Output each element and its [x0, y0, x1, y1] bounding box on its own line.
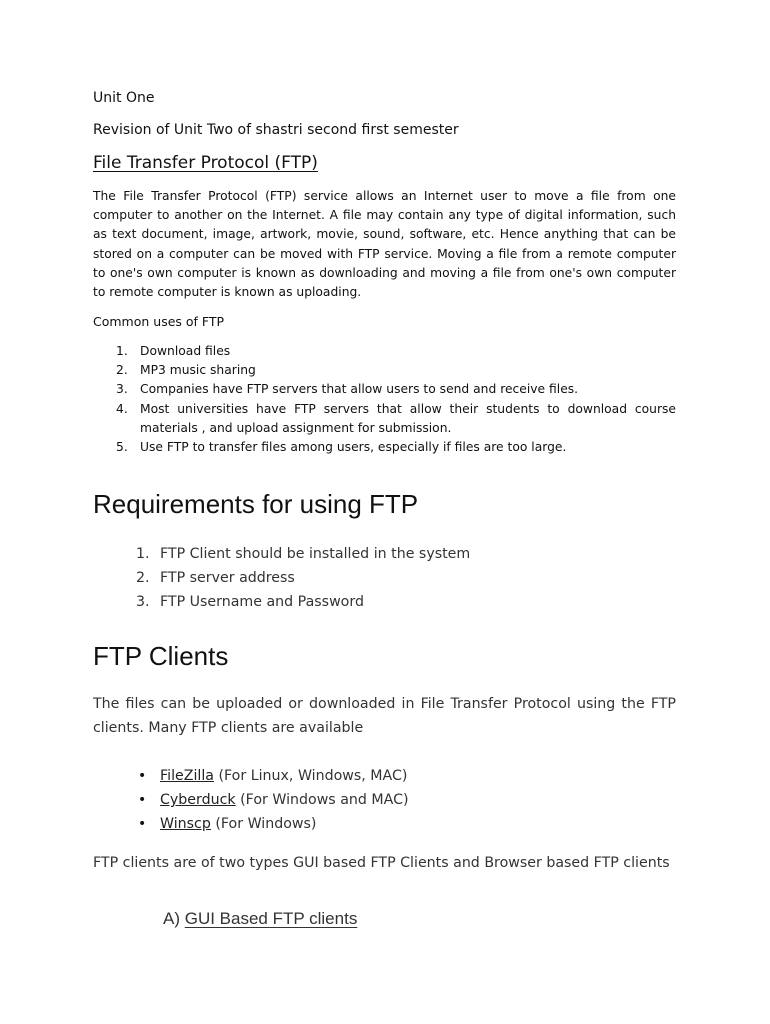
subheading-prefix: A) [163, 909, 185, 928]
list-item [93, 590, 470, 614]
requirements-heading: Requirements for using FTP [93, 489, 419, 519]
ftp-clients-intro: The files can be uploaded or downloaded in File Transfer Protocol using the FTP clients. Many FTP clients are available [93, 696, 676, 736]
list-item-text: FTP server address [160, 570, 295, 586]
list-item [93, 361, 676, 380]
list-number: 3. [116, 382, 128, 397]
requirements-list [93, 542, 470, 614]
subheading-text: GUI Based FTP clients [184, 909, 358, 928]
list-number: 4. [116, 401, 128, 416]
revision-line: Revision of Unit Two of shastri second first semester [93, 122, 459, 138]
list-number: 5. [116, 440, 128, 455]
list-item-text: Most universities have FTP servers that allow their students to download course materials , and upload assignment for submission. [140, 401, 676, 435]
bullet-icon: • [138, 816, 147, 832]
list-number: 1. [116, 344, 128, 358]
bullet-icon: • [138, 792, 147, 808]
client-detail: (For Windows and MAC) [235, 792, 409, 808]
bullet-icon: • [138, 768, 147, 784]
common-uses-list [93, 342, 676, 457]
list-item [93, 812, 409, 836]
list-item [93, 342, 676, 361]
ftp-clients-heading: FTP Clients [93, 641, 229, 671]
winscp-link[interactable]: Winscp [160, 816, 211, 832]
list-item [93, 764, 409, 788]
list-number: 3. [136, 594, 150, 610]
list-number: 2. [136, 570, 150, 586]
cyberduck-link[interactable]: Cyberduck [160, 792, 236, 808]
common-uses-label: Common uses of FTP [93, 314, 225, 329]
list-item [93, 380, 676, 399]
ftp-description-paragraph: The File Transfer Protocol (FTP) service allows an Internet user to move a file from one computer to another on the Internet. A file may contain any type of digital information, such as text document, image, artwork, movie, sound, software, etc. Hence anything that can be stored on a computer can be moved with FTP service. Moving a file from a remote computer to one's own computer is known as downloading and moving a file from one's own computer to remote computer is known as uploading. [93, 189, 676, 300]
list-item-text: Use FTP to transfer files among users, especially if files are too large. [140, 440, 567, 455]
list-item-text: FTP Username and Password [160, 594, 364, 610]
list-item [93, 788, 409, 812]
list-number: 2. [116, 363, 128, 378]
list-item-text: Download files [140, 344, 231, 358]
ftp-section-heading: File Transfer Protocol (FTP) [93, 153, 318, 173]
list-item-text: MP3 music sharing [140, 363, 256, 378]
list-item-text: Companies have FTP servers that allow users to send and receive files. [140, 382, 579, 397]
list-number: 1. [136, 546, 150, 562]
list-item-text: FTP Client should be installed in the system [160, 546, 471, 562]
list-item [93, 438, 676, 457]
list-item [93, 542, 470, 566]
unit-title: Unit One [93, 90, 155, 106]
ftp-clients-list [93, 764, 409, 836]
client-detail: (For Windows) [210, 816, 317, 832]
list-item [93, 566, 470, 590]
gui-clients-subheading [163, 909, 357, 929]
list-item [93, 400, 676, 438]
filezilla-link[interactable]: FileZilla [160, 768, 214, 784]
ftp-client-types-paragraph: FTP clients are of two types GUI based FTP Clients and Browser based FTP clients [93, 855, 670, 871]
client-detail: (For Linux, Windows, MAC) [213, 768, 408, 784]
